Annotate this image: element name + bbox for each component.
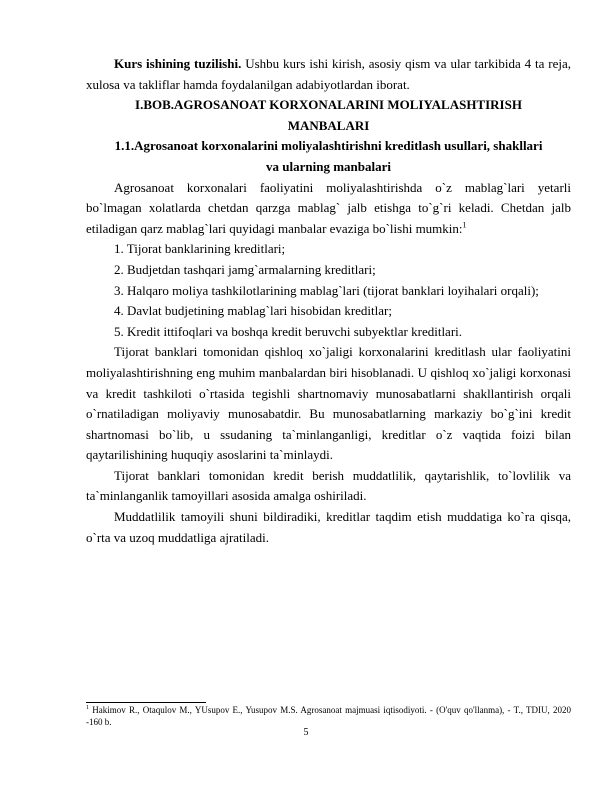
footnote-separator: [86, 702, 206, 703]
paragraph-1-text: Agrosanoat korxonalari faoliyatini moliyalashtirishda o`z mablag`lari yetarli bo`lmagan xolatlarda chetdan qarzga mablag` jalb etishga to`g`ri keladi. Chetdan jalb etiladigan qarz mablag`lari quyidagi manbalar evaziga bo`lishi mumkin:: [86, 179, 571, 236]
footnote-number: 1: [86, 705, 89, 711]
paragraph-4: Muddatlilik tamoyili shuni bildiradiki, kreditlar taqdim etish muddatiga ko`ra qisqa, o`rta va uzoq muddatliga ajratiladi.: [86, 509, 571, 545]
list-item: 1. Tijorat banklarining kreditlari;: [114, 241, 286, 257]
footnote: [86, 705, 571, 728]
section-heading: 1.1.Agrosanoat korxonalarini moliyalashtirishni kreditlash usullari, shakllari va ularning manbalari: [114, 138, 543, 174]
list-item: 4. Davlat budjetining mablag`lari hisobidan kreditlar;: [114, 303, 392, 319]
list-item: 2. Budjetdan tashqari jamg`armalarning kreditlari;: [114, 261, 376, 277]
intro-text: Ushbu kurs ishi kirish, asosiy qism va ular tarkibida 4 ta reja, xulosa va takliflar hamda foydalanilgan adabiyotlardan iborat.: [86, 56, 571, 92]
list-item: 5. Kredit ittifoqlari va boshqa kredit beruvchi subyektlar kreditlari.: [114, 323, 463, 339]
paragraph-1: [86, 178, 571, 240]
source-list: [86, 239, 571, 342]
page-number: 5: [303, 727, 309, 738]
body-text: [86, 54, 571, 548]
intro-bold-lead: Kurs ishining tuzilishi.: [114, 56, 242, 71]
paragraph-3: Tijorat banklari tomonidan kredit berish muddatlilik, qaytarishlik, to`lovlilik va ta`minlanganlik tamoyillari asosida amalga oshiriladi.: [86, 467, 571, 504]
footnote-text: Hakimov R., Otaqulov M., YUsupov E., Yusupov M.S. Agrosanoat majmuasi iqtisodiyoti. - (O'quv qo'llanma), - T., TDIU, 2020 -160 b.: [86, 705, 571, 727]
paragraph-2: Tijorat banklari tomonidan qishloq xo`jaligi korxonalarini kreditlash ular faoliyatini moliyalashtirishning eng muhim manbalardan biri hisoblanadi. U qishloq xo`jaligi korxonasi va kredit tashkiloti o`rtasida tegishli shartnomaviy munosabatlarni shakllantirish orqali o`rnatiladigan moliyaviy munosabatdir. Bu munosabatlarning markaziy bo`g`ini kredit shartnomasi bo`lib, u ssudaning ta`minlanganligi, kreditlar o`z vaqtida foizi bilan qaytarilishining huquqiy asoslarini ta`minlaydi.: [86, 344, 571, 463]
footnote-ref: 1: [462, 220, 467, 230]
intro-paragraph: [86, 54, 571, 95]
list-item: 3. Halqaro moliya tashkilotlarining mablag`lari (tijorat banklari loyihalari orqali);: [114, 282, 539, 298]
chapter-heading: I.BOB.AGROSANOAT KORXONALARINI MOLIYALASHTIRISH MANBALARI: [135, 97, 522, 133]
